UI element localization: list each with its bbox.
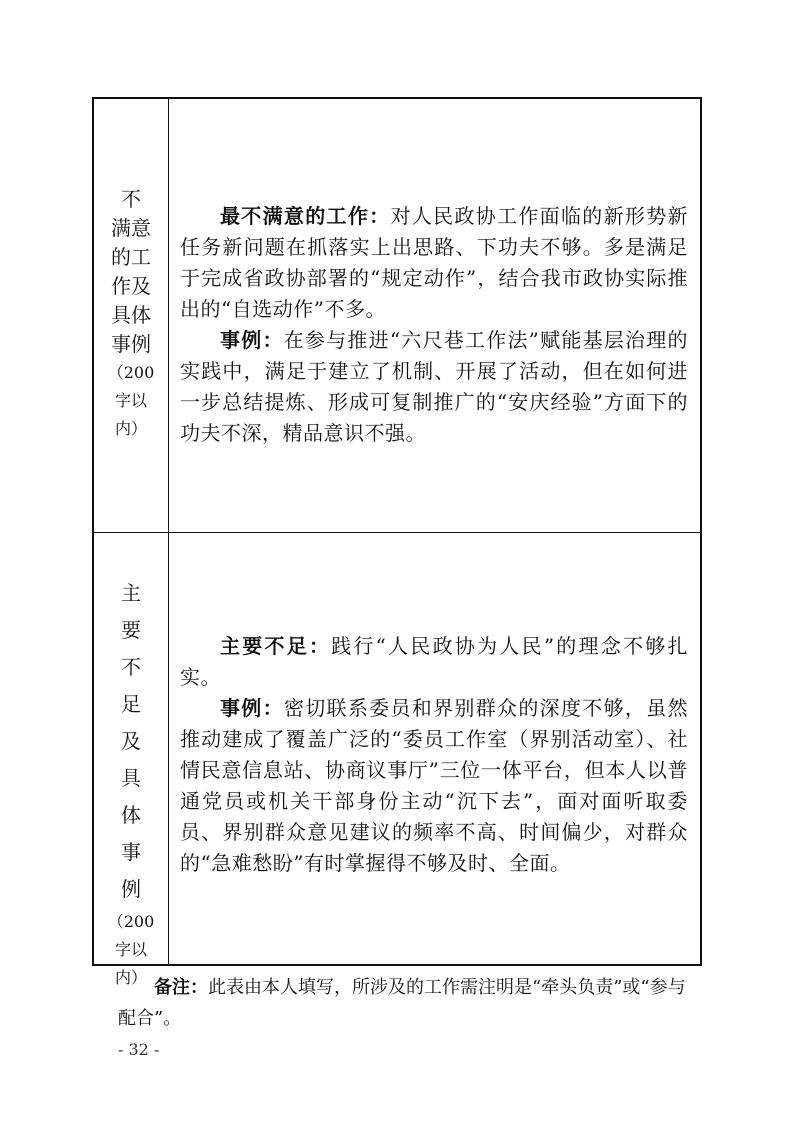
label-line: 的工 [111, 245, 151, 269]
paragraph [180, 631, 688, 693]
label-line: 例 [121, 877, 141, 901]
paragraph-heading: 最不满意的工作： [220, 204, 391, 228]
label-note-line: 字以 [114, 940, 147, 959]
label-line: 不 [121, 655, 141, 679]
row1-content [180, 201, 688, 449]
row-divider [94, 532, 700, 533]
paragraph-heading: 事例： [220, 328, 284, 352]
footnote-paragraph [118, 972, 698, 1034]
label-line: 要 [121, 618, 141, 642]
evaluation-table [92, 97, 702, 987]
label-line: 事 [121, 840, 141, 864]
label-line: 体 [121, 803, 141, 827]
label-line: 满意 [111, 216, 151, 240]
label-line: 足 [121, 692, 141, 716]
label-line: 具 [121, 766, 141, 790]
label-note-line: 内） [114, 968, 147, 987]
label-line: 事例 [111, 332, 151, 356]
paragraph [180, 201, 688, 325]
label-note-line: 内） [114, 419, 147, 438]
paragraph-text: 对人民政协工作面临的新形势新任务新问题在抓落实上出思路、下功夫不够。多是满足于完成省政协部署的“规定动作”，结合我市政协实际推出的“自选动作”不多。 [180, 204, 689, 321]
label-line: 及 [121, 729, 141, 753]
row2-label [94, 575, 168, 992]
footnote-text: 此表由本人填写，所涉及的工作需注明是“牵头负责”或“参与配合”。 [118, 977, 686, 1029]
paragraph [180, 325, 688, 449]
footnote-heading: 备注： [154, 977, 208, 998]
paragraph-heading: 事例： [220, 696, 284, 720]
label-line: 不 [121, 187, 141, 211]
label-line: 具体 [111, 303, 151, 327]
footnote [118, 972, 698, 1034]
paragraph-text: 密切联系委员和界别群众的深度不够，虽然推动建成了覆盖广泛的“委员工作室（界别活动室）、社情民意信息站、协商议事厅”三位一体平台，但本人以普通党员或机关干部身份主动“沉下去”，面对面听取委员、界别群众意见建议的频率不高、时间偏少，对群众的“急难愁盼”有时掌握得不够及时、全面。 [180, 696, 689, 875]
page-number: - 32 - [118, 1040, 160, 1059]
label-line: 作及 [111, 274, 151, 298]
paragraph-heading: 主要不足： [220, 634, 332, 658]
row2-content [180, 631, 688, 879]
label-note-line: （200 [107, 363, 155, 382]
paragraph-text: 在参与推进“六尺巷工作法”赋能基层治理的实践中，满足于建立了机制、开展了活动，但在如何进一步总结提炼、形成可复制推广的“安庆经验”方面下的功夫不深，精品意识不强。 [180, 328, 689, 445]
paragraph-text: 践行“人民政协为人民”的理念不够扎实。 [180, 634, 688, 689]
paragraph [180, 693, 688, 879]
label-line: 主 [121, 581, 141, 605]
row1-label [94, 185, 168, 443]
label-note-line: 字以 [114, 391, 147, 410]
label-note-line: （200 [107, 912, 155, 931]
